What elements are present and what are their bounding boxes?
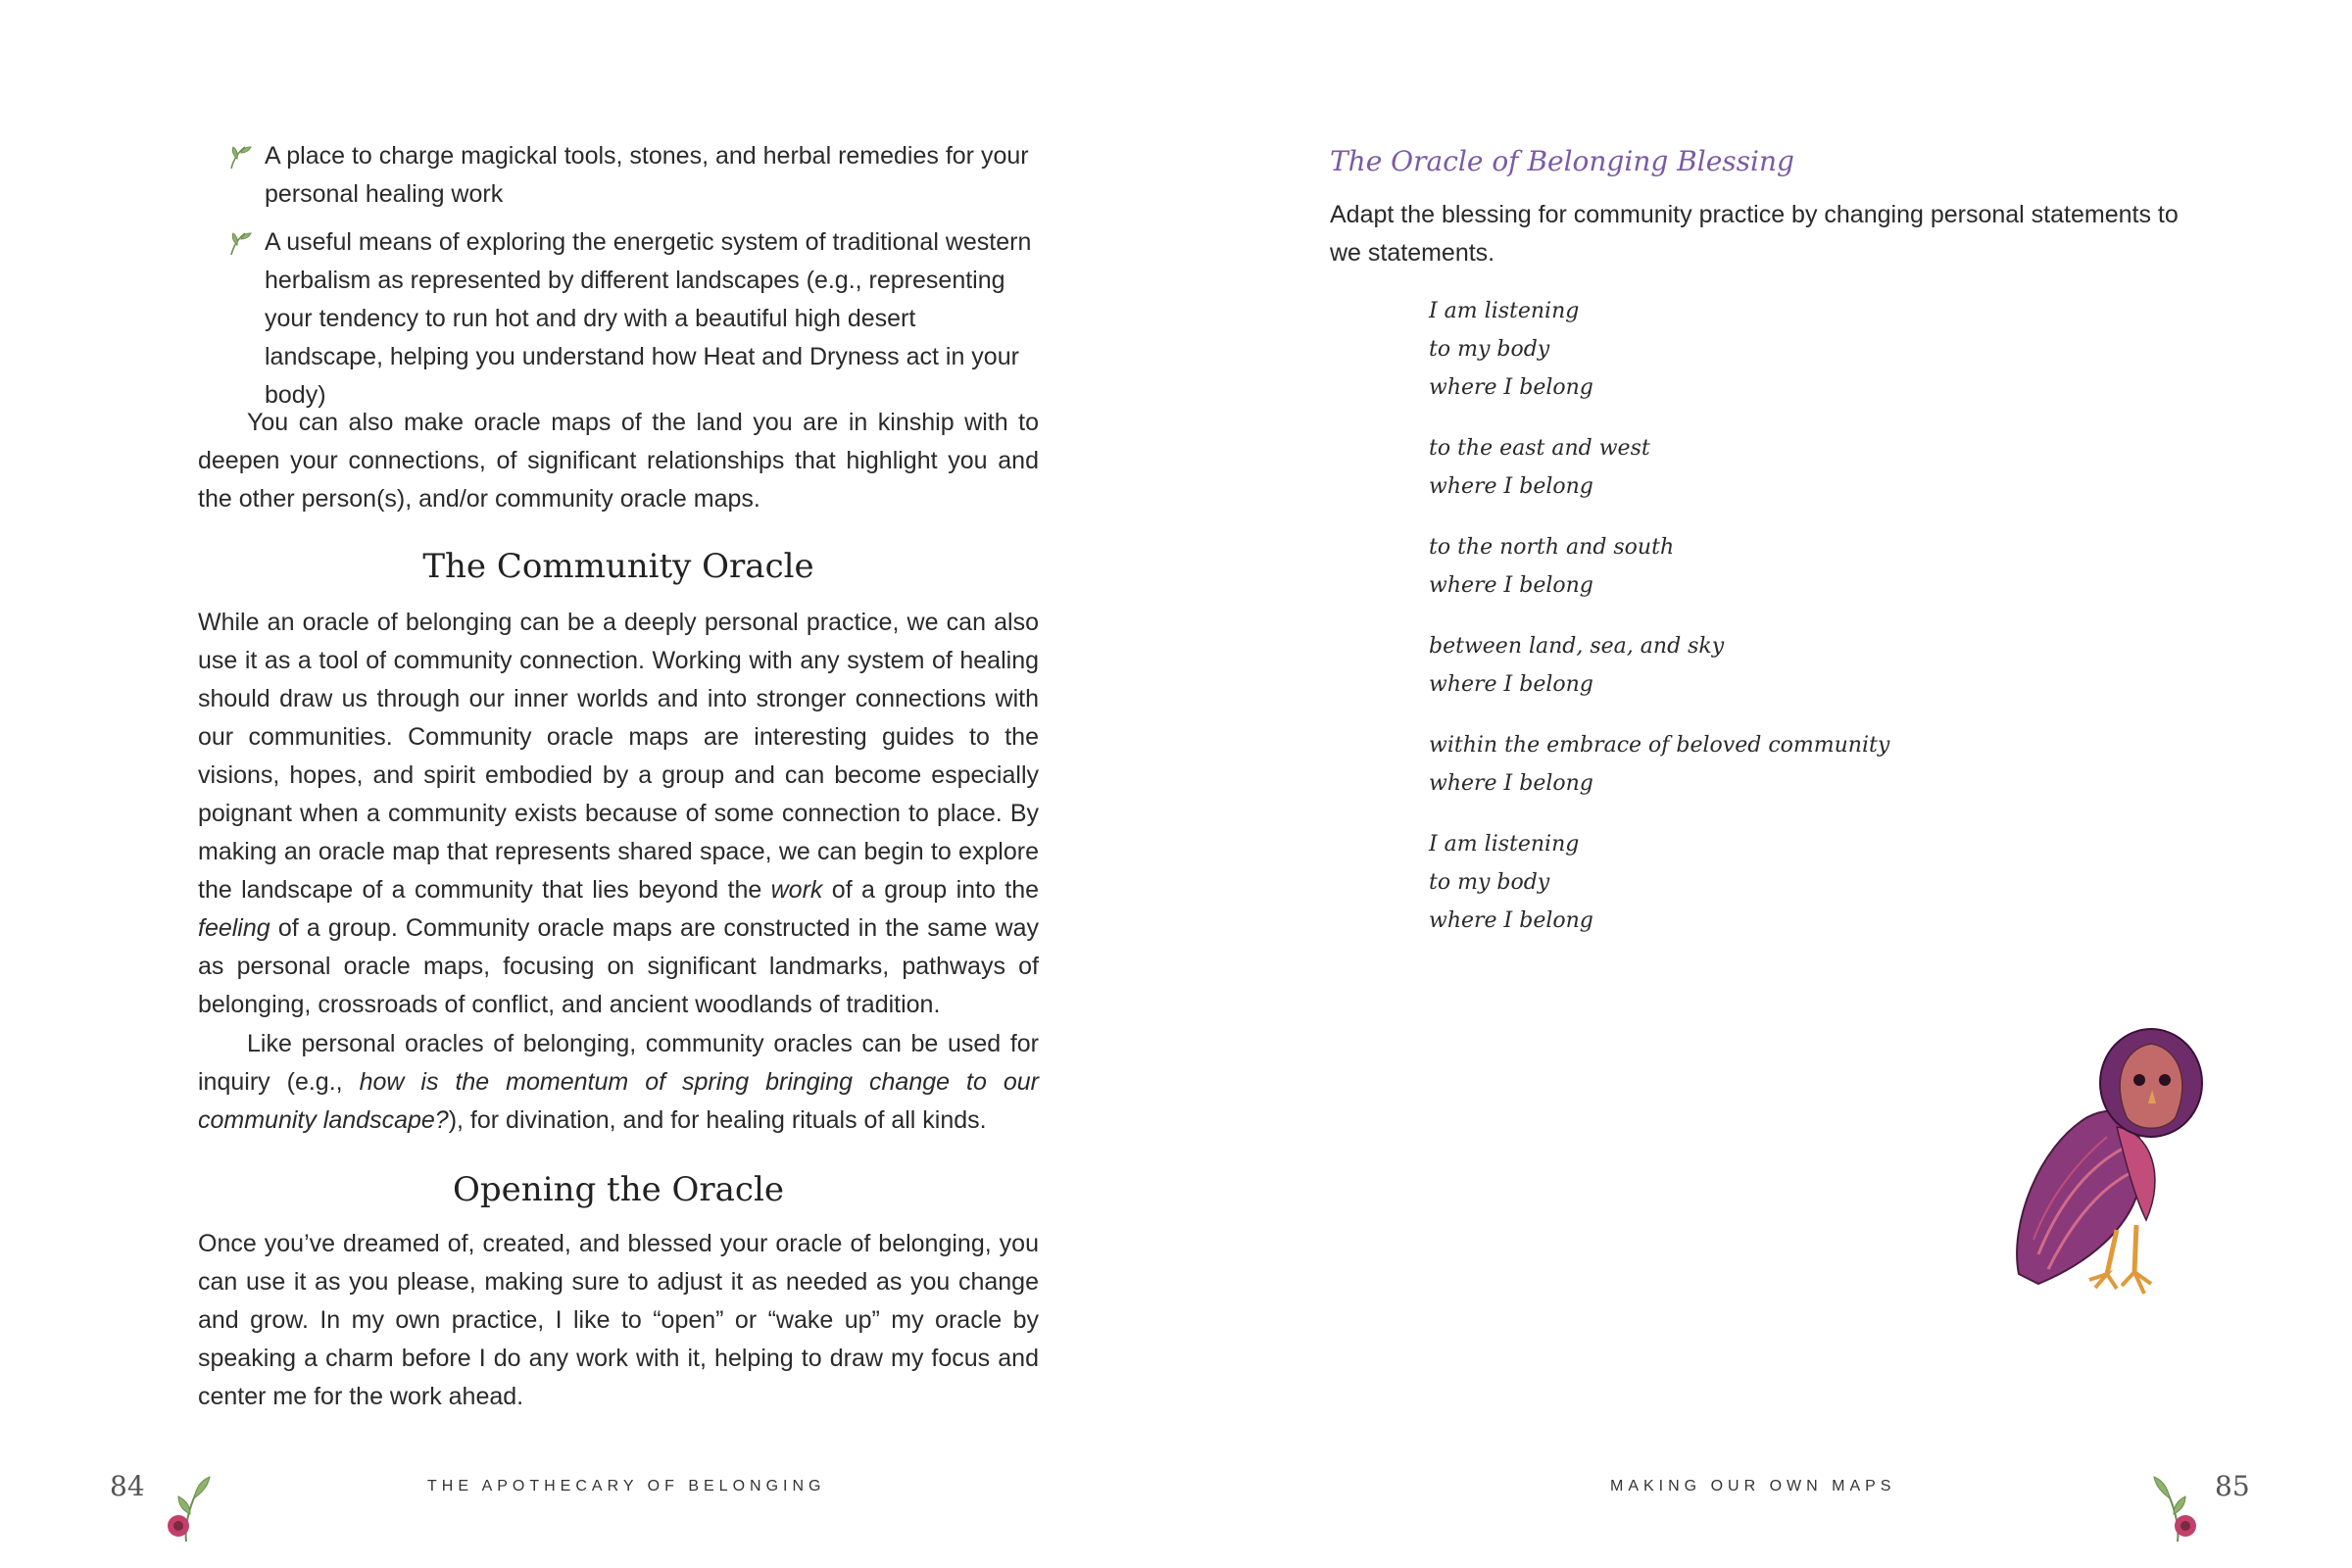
opening-heading: Opening the Oracle: [453, 1170, 784, 1209]
stanza-line: I am listening: [1429, 299, 1580, 323]
blessing-intro: Adapt the blessing for community practice by changing personal statements to we statements.: [1330, 201, 2179, 267]
community-heading: The Community Oracle: [422, 547, 814, 586]
stanza-line: to the east and west: [1429, 436, 1650, 461]
stanza-line: where I belong: [1429, 771, 1593, 796]
stanza-line: where I belong: [1429, 908, 1593, 933]
stanza: [1429, 627, 1724, 704]
flower-ornament-icon: [2138, 1465, 2207, 1544]
intro-paragraph: You can also make oracle maps of the land you are in kinship with to deepen your connections, of significant relationships that highlight you and the other person(s), and/or community oracle maps.: [198, 409, 1039, 513]
stanza-line: within the embrace of beloved community: [1429, 733, 1890, 758]
stanza-line: where I belong: [1429, 672, 1593, 697]
bullet-list: [227, 137, 1041, 424]
stanza: [1429, 825, 1593, 940]
leaf-bullet-icon: [227, 229, 253, 257]
page-number: 84: [110, 1470, 145, 1502]
stanza-line: to the north and south: [1429, 535, 1675, 560]
list-item: [227, 137, 1041, 214]
emphasis-work: work: [770, 876, 823, 904]
stanza-line: I am listening: [1429, 832, 1580, 857]
stanza-line: between land, sea, and sky: [1429, 634, 1725, 659]
community-paragraph: [198, 604, 1039, 1024]
stanza-line: to my body: [1429, 870, 1550, 895]
text-run: ), for divination, and for healing rituals of all kinds.: [448, 1106, 987, 1134]
stanza: [1429, 429, 1650, 506]
text-run: While an oracle of belonging can be a deeply personal practice, we can also use it as a tool of community connection. Working with any system of healing should draw us through our inner worlds and into stronger connections with our communities. Community oracle maps are interesting guides to the visions, hopes, and spirit embodied by a group and can become especially poignant when a community exists because of some connection to place. By making an oracle map that represents shared space, we can begin to explore the landscape of a community that lies beyond the: [198, 609, 1039, 904]
text-run: Like personal oracles of belonging, community oracles can be used for inquiry (e.g.,: [198, 1030, 1039, 1096]
stanza-line: where I belong: [1429, 474, 1593, 499]
bullet-text: A place to charge magickal tools, stones, and herbal remedies for your personal healing work: [265, 142, 1029, 208]
community-paragraph-2: [198, 1025, 1039, 1140]
page-number: 85: [2215, 1470, 2250, 1502]
stanza-line: to my body: [1429, 337, 1550, 362]
stanza: [1429, 726, 1889, 803]
flower-ornament-icon: [157, 1465, 225, 1544]
emphasis-question: how is the momentum of spring bringing change to our community landscape?: [198, 1068, 1039, 1134]
text-run: of a group into the: [822, 876, 1040, 904]
text-run: of a group. Community oracle maps are constructed in the same way as personal oracle maps, focusing on significant landmarks, pathways of belonging, crossroads of conflict, and ancient woodlands of tradition.: [198, 914, 1039, 1018]
stanza-line: where I belong: [1429, 375, 1593, 400]
opening-paragraph: Once you’ve dreamed of, created, and blessed your oracle of belonging, you can use it as you please, making sure to adjust it as needed as you change and grow. In my own practice, I like to “open” or “wake up” my oracle by speaking a charm before I do any work with it, helping to draw my focus and center me for the work ahead.: [198, 1230, 1039, 1410]
leaf-bullet-icon: [227, 143, 253, 171]
running-head: THE APOTHECARY OF BELONGING: [427, 1478, 826, 1494]
running-head: MAKING OUR OWN MAPS: [1610, 1478, 1896, 1494]
bullet-text: A useful means of exploring the energetic system of traditional western herbalism as represented by different landscapes (e.g., representing your tendency to run hot and dry with a beautiful high desert landscape, helping you understand how Heat and Dryness act in your body): [265, 228, 1032, 409]
blessing-title: The Oracle of Belonging Blessing: [1330, 145, 1794, 177]
owl-illustration: [1980, 1009, 2215, 1303]
stanza: [1429, 292, 1593, 407]
stanza-line: where I belong: [1429, 573, 1593, 598]
list-item: [227, 223, 1041, 415]
stanza: [1429, 528, 1674, 605]
emphasis-feeling: feeling: [198, 914, 270, 942]
